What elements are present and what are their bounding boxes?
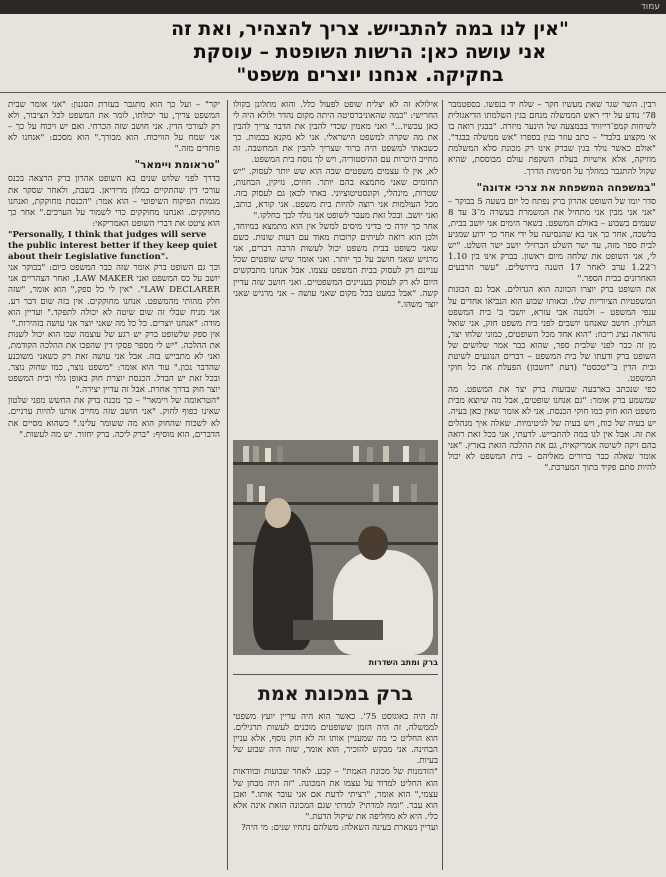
column-right	[448, 100, 656, 870]
headline: "אין לנו במה להתבייש. צריך להצהיר, ואת זה אני עושה כאן: הרשות השופטת – עוסקת בחקיקה. אנחנו יוצרים משפט"	[171, 18, 569, 86]
headline-rule	[0, 92, 666, 93]
paragraph: לא, אין לו עצמים משפטים שבה הוא שש יותר לעסוק. "יש תחומים שאני מתמצא בהם יותר. חוזים, נזיקין, הבחנות, שטרות, מינהלי, וקונסטיטוציוני. באתי לכאן גם לעסוק בזה. מכל העולמות אני רוצה להיות בית משפט. אני קורא, כותב, ואני יושב. ובכל זאת מעבר לשופט אני נולד לכך בחלקו."	[233, 166, 438, 221]
column-middle	[233, 100, 438, 435]
subheading: "במשפחה המשפחת את צרכי אדונה"	[476, 181, 656, 194]
english-quote: "Personally, I think that judges will serve the public interest better if they keep quiet about their Legislative function".	[8, 229, 218, 263]
box-body	[233, 712, 438, 872]
paragraph: כפי שנכתב בארבעה שבועות ברק יצר את המשפט. מה שמשמע ברק אומר: "גם אנחנו שופטים, אבל מה שיוצא מבית משפט הוא חוק כמו חוקי הכנסת. אני לא אומר שאין כאן בעיה. יש בעיה של כוח, ויש בעיה של לגיטימיות. שאלה איך מנהלים את זה. אבל אין לנו במה להתבייש. לדעתי, אני בכל זאת רואה בהם זיקה לשיטה אמריקאית, גם את ההלכה הזאת בארץ. "אני אומר שאלה כבר ברורים מאליהם – בית המשפט לא יכול להיות סתם פקיד בתוך המערכת."	[448, 385, 656, 473]
paragraph: אילולא זה לא יצליח שופט לפעול כלל. והוא מתלונן בקולו החרישי: "כמה שהאוניברסיטה היתה מקום נהדר ולולא היה לי כאן עכשיו..." ואני מאמין שכדי להבין את הדבר צריך להבין את מה שקרה למשפט הישראלי. אני לא מקנא בבמות. כך כשבאתי למשפט היה ברור שצריך להבין את המחשבה. זה מחייב היכרות עם ההיסטוריה, ויש לך נוסח בית המשפט.	[233, 100, 438, 166]
page-header-strip: עמוד	[0, 0, 666, 14]
paragraph: רבין. השר שגר שאת מעשיו חקר – שלח יד בנפשו. בספטמבר 78' נודע על ידי ראש הממשלה מנחם בגין השלמתו הדיאגולית לשיחות קמפ־דייוויד בבמצעה של הינער מיזרה. "בבגין רואה בו אי מקצוע בלבד" – כתב עוזר בגין בספרו "אש ממשלה בבגד". "אולם כאשר נולד בגין שברק אינו רק מכונת סלא המשלמת מוזיקה, אלא אישיות בעלת השקפת עולם מבוססת, שהיא שקול להתגבר במהלך על חסימות הדרך.	[448, 100, 656, 177]
paragraph: וכך גם השופט ברק אומר שזה כבר המשפט כיום: "בבוקר אני יושב על כס המשפט ואני LAW MAKER, ואחר הצהריים אני LAW DECLARER". "אין לי כל ספק," הוא אומר, "שזה חלק מהותי מהמשפט. אנחנו מחוקקים. אין בזה שום דבר רע. אני מניח שבלי זה שום שיטה לא יכולה לתפקד." ועדיין הוא מודה: "אנחנו יוצרים. כל כל מה שאני יוצר אני עושה בזהירות."	[8, 263, 220, 329]
paragraph: "הטראומה של ויימאר" – כך מכנה ברק את החשש מפני שלטון שאינו כפוף לחוק. "אני חושב שזה מחייב אותנו להיות ערניים. לא לשכוח שהחוק הוא מה ששומר עלינו." כשהוא מסיים את הדברים, הוא מוסיף: "ברק ליכה. ברק יחזור. יש מה לעשות."	[8, 396, 220, 440]
paragraph: בדרך לפני שלוש שנים בא השופט אהרון ברק הרצאה בכנס עורכי דין שהתקיים במלון מרידיאן. בשבת, ולאחר שסקר את מגמות הפיקוח השיפוטי – הוא אמר: "הכנסת מחוקקת, ואנחנו מחוקקים. ואנחנו מחוקקים כדי לשמור על הערכים." אחר כך הוא ציטט את דברי השופט האמריקאי:	[8, 174, 220, 229]
column-rule	[442, 100, 443, 870]
box-title: ברק במכונת אמת	[257, 683, 413, 705]
paragraph: את השופט ברק יוצרו הכוונה הוא הגדולים. אבל גם הכונות המשפטיות הציוריות שלו. ובאותו שבוע הוא הנביאו אחדים על ענפי המשפט – ולמטה אבי עזרא, יושבי ב' בית המשפט העליון. חושב שאנחנו יושבים לפני בית משפט חזק, אני שואל נהוראה נציג ריכוז: "הוא אחד מכל השופטים, כמוני שלחו יצר, מן זה כבר לפני שלבית ספר, שהוא כבר אמר שלושים של השופט ברק ודעתו של בית המשפט – דברים הנוגעים לשיטת ובית הדין ב־"טכסט" (דעת "חשבון) הפעלת את כל חוקי המשפט.	[448, 285, 656, 385]
paragraph: סדר יומו של השופט אהרון ברק נפתח כל יום בשעה 5 בבוקר – "אני אני מבין אני מתחיל את המשמרת בעשרה מ־3 עד 8 שעמים בשבוע – באולם המשפט. בשאר הימים אני יושב בבית, בלשכה, אחר כך אני בא שהנסיעה על ידי אחר כך ידוע שמגיע לבית ספר מזה, עד ישר השלט הברזילי יושב ישר השלט. "יש לי, אני השופט את שלחה מיום ראשון. בברק אינו בין 1.10 ו־1.22 ערב לאחר 17 השנה בירושלים. "עשר הרבעים האחרונים בבית הספר."	[448, 196, 656, 285]
paragraph: יקר" – ועל כך הוא מתגבר בעזרת הסגנון: "אני אומר שבית המשפט צריך, עד יכולתו, לומר את המשפט לכל הציבור, ולא רק לעורכי הדין. אני חושב שזה הכרחי. ואם יש ויכוח על כך – אני שמח על הוויכוח. הוא מבורך." הוא מסכם: "אנחנו לא פוחדים מזה."	[8, 100, 220, 155]
column-left	[8, 100, 220, 870]
subheading: "טראומת ויימאר"	[134, 159, 220, 172]
photo-caption: ברק ומתב השדרות	[368, 658, 438, 667]
paragraph: ועדיין נשארת בעינה השאלה: משלהם נתחיו שנים: מי היה?	[241, 822, 438, 833]
box-rule	[233, 674, 438, 675]
paragraph: זה היה באוגוסט 75'. כאשר הוא היה עדיין יועץ משפטי לממשלה, זה היה הזמן ששופטים מוכנים לעשות תרגילים. הוא החליט כי מה שמעניין אותו זה לא חוק נוסף, אלא עניין הבחינה. אני מבקש להזכיר, הוא אומר, שזה היה שבוע של בעיות.	[233, 712, 438, 767]
column-rule	[227, 100, 228, 870]
paragraph: אין ספק שלשופט ברק יש רגע של עוצמה שבו הוא יכול לשנות את ההלכה. "יש לי מספר פסקי דין שהפכו את ההלכה הקודמת, ואני לא מתבייש בזה. אבל אני עושה זאת רק כשאני משוכנע שהדבר נכון." עוד הוא אומר: "משפט נוצר, כמו שחוק נוצר. ובכל זאת יש הבדל. הכנסת יוצרת חוק באופן גלוי ובית המשפט יוצר חוק בדרך אחרת. אבל זה עדיין יצירה."	[8, 329, 220, 396]
paragraph: אחר כך יורה כי בדיני מיסים למשל אין הוא מתמצא במיוחד, ולכן הוא רואה לעיתים קרובות מאוד עם דעות שונות. כשם שאני כשופט בבית משפט יכול לעשות הרבה דברים, אני מרגיש שאני חושב על כך יותר. ואני אומר שיש שופטים שכל עניינם רק לעסוק בבית המשפט עצמו. אבל אנחנו מתבקשים היום לא רק לעסוק בעניינים המשפטיים. ואני חושב שזה עדיין קשה. "אבל כמעט בכל מקום שאני עושה – אני מרגיש שאני יוצר משהו."	[233, 222, 438, 310]
paragraph: "הזדמנות של מכונת האמת" – קבע. לאחר שבועות ובוודאות הוא החליט למדוד על עצמו את המכונה. "זה היה מבחן של עצמי," הוא אומר, "רציתי לדעת אם אני עובר אותו." ואכן הוא עבר. "ומה למדתי? למדתי שגם המכונה הזאת אינה אלא כלי. היא לא מחליפה את שיקול הדעת."	[233, 767, 438, 822]
photo	[233, 440, 438, 655]
